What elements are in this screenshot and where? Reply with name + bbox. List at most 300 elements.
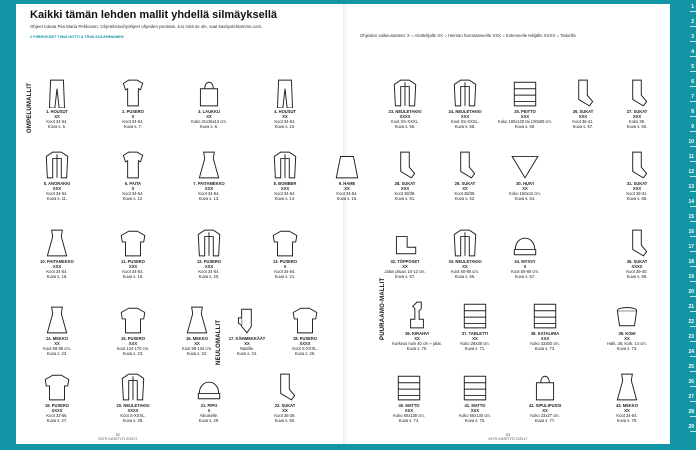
mitten-icon (232, 305, 262, 335)
pattern-page: Kuva s. 27. (46, 417, 68, 423)
page-index-number[interactable]: 28 (688, 409, 694, 415)
pattern-item (178, 150, 240, 202)
blanket-icon (394, 372, 424, 402)
pattern-page: Kuva s. 28. (122, 417, 144, 423)
pattern-page: Kuva s. 61. (394, 195, 416, 201)
pattern-size: Koko 190x120 tai 100x80 cm. (498, 118, 552, 124)
pattern-size: Halk. 36, kork. 14 cm. (607, 340, 647, 346)
illustration-credit: // PIIRROKSET TIINA HOTTI & TRIIA KOLEHMAINEN (30, 35, 124, 39)
pattern-item (514, 372, 576, 424)
magazine-issue-left: KOTI KÄSITYÖ 2/2017 (98, 437, 138, 441)
pattern-item (102, 372, 164, 424)
ruler-tick (690, 311, 696, 312)
pattern-item (596, 372, 658, 424)
pattern-title: 6. PAITA (124, 181, 142, 186)
pattern-difficulty: XXX (52, 263, 62, 269)
pattern-title: 30. HUIVI (516, 181, 534, 186)
pattern-item (102, 305, 164, 357)
pattern-item (254, 228, 316, 280)
pattern-difficulty: XXX (540, 335, 550, 341)
pattern-item (102, 228, 164, 280)
pattern-size: Koot XS-XXXL. (451, 118, 479, 124)
pattern-caption (102, 182, 164, 202)
pattern-title: 8. BOMBER (273, 181, 297, 186)
sock-icon (390, 150, 420, 180)
page-index-number[interactable]: 14 (688, 199, 694, 205)
magazine-issue-right: KOTI KÄSITYÖ 2/2017 (488, 437, 528, 441)
pattern-size: Koot 68-98 cm. (43, 345, 71, 351)
pattern-title: 2. PUSERO (122, 109, 144, 114)
pattern-caption (514, 404, 576, 424)
pattern-difficulty: XXXX (51, 407, 63, 413)
pattern-page: Kuva s. 18. (122, 273, 144, 279)
pattern-difficulty: XXX (280, 185, 290, 191)
pattern-caption (378, 404, 440, 424)
ruler-tick (690, 71, 696, 72)
pattern-item (26, 228, 88, 280)
pattern-title: 5. ANORAKKI (43, 181, 71, 186)
top-icon (118, 150, 148, 180)
pattern-caption (494, 182, 556, 202)
sweater-icon (118, 228, 148, 258)
pattern-title: 27. SUKAT (626, 109, 648, 114)
ruler-tick (690, 236, 696, 237)
pattern-page: Kuva s. 23. (122, 350, 144, 356)
ruler-tick (690, 131, 696, 132)
ruler-tick (690, 191, 696, 192)
pattern-page: Kuva s. 73. (534, 345, 556, 351)
pattern-title: 34. MYSSY (514, 259, 536, 264)
page-index-number[interactable]: 6 (691, 79, 694, 85)
pattern-difficulty: XXX (128, 263, 138, 269)
ruler-tick (690, 176, 696, 177)
page-index-number[interactable]: 9 (691, 124, 694, 130)
pattern-difficulty: XX (244, 340, 250, 346)
pattern-difficulty: XX (624, 335, 630, 341)
pattern-size: Aikuiselle. (199, 412, 219, 418)
pattern-page: Kuva s. 12. (122, 195, 144, 201)
pattern-title: 40. MATTO (398, 403, 420, 408)
page-index-number[interactable]: 26 (688, 379, 694, 385)
pattern-page: Kuva s. 66. (454, 273, 476, 279)
pattern-caption (216, 337, 278, 357)
pattern-size: Koot 34-54. (198, 190, 220, 196)
pattern-caption (514, 332, 576, 352)
pattern-title: 7. PAITAMEKKO (193, 181, 225, 186)
page-index-number[interactable]: 19 (688, 274, 694, 280)
pattern-item (26, 372, 88, 424)
pattern-item (444, 372, 506, 424)
pattern-item (444, 300, 506, 352)
page-index-number[interactable]: 4 (691, 49, 694, 55)
pattern-difficulty: XX (462, 263, 468, 269)
pattern-item (374, 78, 436, 130)
pattern-item (26, 150, 88, 202)
pattern-size: Koot 34-54. (122, 268, 144, 274)
pattern-item (514, 300, 576, 352)
pattern-item (374, 228, 436, 280)
pattern-size: Koko 150x42 cm. (509, 190, 541, 196)
pattern-title: 31. SUKAT (626, 181, 648, 186)
page-index-number[interactable]: 1 (691, 4, 694, 10)
pattern-item (378, 372, 440, 424)
page-index-number[interactable]: 10 (688, 139, 694, 145)
ruler-tick (690, 341, 696, 342)
pattern-page: Kuva s. 10. (274, 123, 296, 129)
pattern-difficulty: XX (54, 113, 60, 119)
pattern-title: 12. PUSERO (196, 259, 222, 264)
coat-icon (270, 150, 300, 180)
pattern-item (26, 78, 88, 130)
pattern-page: Kuva s. 20. (198, 273, 220, 279)
pattern-title: 26. SUKAT (572, 109, 594, 114)
pattern-title: 36. KIRAHVI (405, 331, 429, 336)
pattern-caption (254, 110, 316, 130)
page-index-number[interactable]: 7 (691, 94, 694, 100)
pattern-title: 20. NEULETAKKI (116, 403, 150, 408)
pattern-item (434, 78, 496, 130)
basket-icon (612, 300, 642, 330)
pattern-size: Koko 23x27 cm. (530, 412, 560, 418)
ruler-tick (690, 386, 696, 387)
pattern-title: 3. LAUKKU (198, 109, 220, 114)
pattern-caption (444, 404, 506, 424)
bootie-icon (390, 228, 420, 258)
ruler-tick (690, 86, 696, 87)
pattern-page: Kuva s. 11. (46, 195, 68, 201)
sweater-icon (290, 305, 320, 335)
ruler-tick (690, 116, 696, 117)
pattern-size: Koko 33x50 cm. (530, 340, 560, 346)
blanket-icon (460, 300, 490, 330)
pattern-caption (102, 404, 164, 424)
pattern-difficulty: XXX (400, 185, 410, 191)
sweater-icon (270, 228, 300, 258)
pattern-page: Kuva s. 68. (626, 273, 648, 279)
coat-icon (194, 228, 224, 258)
pattern-item (552, 78, 614, 130)
pattern-size: Koot 34-54. (616, 412, 638, 418)
ruler-tick (690, 161, 696, 162)
pattern-item (316, 150, 378, 202)
pattern-title: 25. PEITTO (514, 109, 536, 114)
page-index-number[interactable]: 24 (688, 349, 694, 355)
pattern-difficulty: XX (624, 407, 630, 413)
coat-icon (390, 78, 420, 108)
pattern-caption (374, 260, 436, 280)
page-index-number[interactable]: 18 (688, 259, 694, 265)
sock-icon (450, 150, 480, 180)
pattern-title: 41. MATTO (464, 403, 486, 408)
page-index-number[interactable]: 16 (688, 229, 694, 235)
page-number-right: 53 (505, 433, 511, 437)
pattern-page: Kuva s. 71. (464, 345, 486, 351)
ruler-tick (690, 371, 696, 372)
pattern-page: Kuva s. 70. (406, 345, 428, 351)
pattern-size: Koot 98-134 cm. (181, 345, 213, 351)
pattern-page: Kuva s. 7. (123, 123, 143, 129)
pattern-page: Kuva s. 67. (394, 273, 416, 279)
pattern-difficulty: XXX (632, 113, 642, 119)
pattern-difficulty: XXXX (631, 263, 643, 269)
pattern-caption (494, 260, 556, 280)
page-index-number[interactable]: 5 (691, 64, 694, 70)
pattern-size: Koko 39. (628, 118, 646, 124)
pattern-title: 22. SUKAT (274, 403, 296, 408)
pattern-title: 24. NEULETAKKI (448, 109, 482, 114)
pattern-size: Koot 28-31. (626, 190, 648, 196)
pattern-difficulty: XXX (128, 340, 138, 346)
pattern-page: Kuva s. 58. (454, 123, 476, 129)
pattern-difficulty: XXX (578, 113, 588, 119)
pattern-size: Naisille. (239, 345, 255, 351)
pattern-page: Kuva s. 22. (186, 350, 208, 356)
pattern-page: Kuva s. 73. (616, 345, 638, 351)
ruler-tick (690, 41, 696, 42)
section-label-knitting: NEULOMALLIT (216, 319, 222, 365)
pattern-difficulty: XXX (460, 113, 470, 119)
page-index-number[interactable]: 12 (688, 169, 694, 175)
footer-right (488, 433, 528, 441)
pattern-difficulty: XX (522, 185, 528, 191)
pattern-item (102, 78, 164, 130)
coat-icon (42, 150, 72, 180)
page-index-number[interactable]: 27 (688, 394, 694, 400)
pattern-size: Koot 38/39. (454, 190, 476, 196)
ruler-tick (690, 206, 696, 207)
pattern-item (274, 305, 336, 357)
pattern-page: Kuva s. 18. (46, 273, 68, 279)
pattern-caption (178, 404, 240, 424)
pattern-page: Kuva s. 60. (626, 123, 648, 129)
pattern-caption (606, 182, 668, 202)
blanket-icon (530, 300, 560, 330)
pattern-title: 21. PIPO (200, 403, 218, 408)
pattern-size: Koot 34-54. (46, 190, 68, 196)
pattern-size: Koot 34-54. (274, 190, 296, 196)
pattern-item (606, 150, 668, 202)
pattern-caption (596, 332, 658, 352)
sock-icon (622, 150, 652, 180)
giraffe-icon (402, 300, 432, 330)
page-gutter (343, 4, 346, 444)
pattern-item (102, 150, 164, 202)
pattern-item (254, 78, 316, 130)
sock-icon (622, 228, 652, 258)
pattern-size: Koot 34-54. (198, 268, 220, 274)
pattern-title: 13. PUSERO (272, 259, 298, 264)
pattern-caption (434, 182, 496, 202)
pattern-caption (26, 260, 88, 280)
pattern-item (434, 150, 496, 202)
ruler-tick (690, 266, 696, 267)
section-label-sewing: OMPELUMALLIT (27, 82, 33, 133)
pattern-caption (386, 332, 448, 352)
pattern-difficulty: XX (402, 263, 408, 269)
dress-icon (194, 150, 224, 180)
page-index-number[interactable]: 15 (688, 214, 694, 220)
pattern-difficulty: XX (282, 113, 288, 119)
pattern-page: Kuva s. 14. (274, 195, 296, 201)
pattern-title: 4. HOUSUT (274, 109, 296, 114)
bag-icon (194, 78, 224, 108)
pattern-size: Koko 80x138 cm. (393, 412, 425, 418)
ruler-tick (690, 416, 696, 417)
pattern-difficulty: XX (542, 407, 548, 413)
pattern-title: 33. NEULETAKKI (448, 259, 482, 264)
pattern-size: Koko 28x38 cm. (460, 340, 490, 346)
pattern-title: 35. SUKAT (626, 259, 648, 264)
pattern-item (178, 228, 240, 280)
sweater-icon (42, 372, 72, 402)
page-index-number[interactable]: 13 (688, 184, 694, 190)
difficulty-legend: Ohjeiden vaikeusasteet: X = Aloittelijalle XX = Hieman harrastaneelle XXX = Kokeneelle tekijälle XXXX = Taiturille (360, 33, 576, 38)
pattern-caption (374, 110, 436, 130)
pattern-item (494, 78, 556, 130)
page-index-number[interactable]: 11 (688, 154, 694, 160)
section-label-crochet: PUURAAMO-MALLIT (380, 277, 386, 340)
pattern-page: Kuva s. 56. (394, 123, 416, 129)
pattern-caption (606, 110, 668, 130)
pattern-size: Koot 34-54. (274, 118, 296, 124)
pattern-difficulty: X (283, 263, 287, 269)
pattern-size: Koot 34-54. (336, 190, 358, 196)
pattern-caption (254, 404, 316, 424)
sock-icon (270, 372, 300, 402)
dress-icon (42, 228, 72, 258)
blanket-icon (510, 78, 540, 108)
top-icon (118, 78, 148, 108)
page-index-number[interactable]: 3 (691, 34, 694, 40)
dress-icon (612, 372, 642, 402)
pattern-page: Kuva s. 79. (616, 417, 638, 423)
pattern-caption (178, 110, 240, 130)
pattern-size: Koot 36-41. (572, 118, 594, 124)
pattern-page: Kuva s. 64. (514, 195, 536, 201)
ruler-tick (690, 11, 696, 12)
pattern-caption (596, 404, 658, 424)
pattern-page: Kuva s. 74. (398, 417, 420, 423)
pattern-item (386, 300, 448, 352)
pattern-size: Koot 50-80 cm. (511, 268, 539, 274)
pattern-item (178, 372, 240, 424)
page-index-number[interactable]: 29 (688, 424, 694, 430)
ruler-tick (690, 281, 696, 282)
pattern-title: 23. NEULETAKKI (388, 109, 422, 114)
pattern-size: Koko 66x130 cm. (459, 412, 491, 418)
pattern-title: 11. PUSERO (121, 259, 145, 264)
pattern-difficulty: X (131, 113, 135, 119)
pattern-difficulty: XX (282, 407, 288, 413)
pattern-size: Korkeus noin 40 cm + jalat. (392, 340, 442, 346)
page-index-number[interactable]: 25 (688, 364, 694, 370)
pattern-size: Koot 34-54. (46, 118, 68, 124)
coat-icon (450, 78, 480, 108)
pants-icon (42, 78, 72, 108)
page-title: Kaikki tämän lehden mallit yhdellä silmäyksellä (30, 9, 278, 21)
page-index-number[interactable]: 23 (688, 334, 694, 340)
blanket-icon (460, 372, 490, 402)
pattern-size: Koko 31x36x12 cm. (191, 118, 227, 124)
pattern-caption (178, 182, 240, 202)
pattern-caption (444, 332, 506, 352)
pattern-title: 28. SUKAT (394, 181, 416, 186)
page-index-number[interactable]: 20 (688, 289, 694, 295)
pattern-caption (254, 260, 316, 280)
ruler-tick (690, 296, 696, 297)
page-index-number[interactable]: 2 (691, 19, 694, 25)
pattern-item (606, 228, 668, 280)
pattern-page: Kuva s. 13. (198, 195, 220, 201)
bag-icon (530, 372, 560, 402)
page-index-number[interactable]: 8 (691, 109, 694, 115)
pattern-item (494, 150, 556, 202)
pattern-difficulty: XXXX (399, 113, 411, 119)
pattern-page: Kuva s. 57. (572, 123, 594, 129)
pattern-difficulty: X (131, 185, 135, 191)
pattern-title: 14. MEKKO (45, 336, 69, 341)
pattern-page: Kuva s. 67. (514, 273, 536, 279)
pattern-caption (606, 260, 668, 280)
page-index-number[interactable]: 21 (688, 304, 694, 310)
pattern-caption (178, 260, 240, 280)
pattern-item (596, 300, 658, 352)
dress-icon (182, 305, 212, 335)
pattern-title: 38. KATALIRIA (530, 331, 560, 336)
ruler-tick (690, 401, 696, 402)
pattern-page: Kuva s. 65. (626, 195, 648, 201)
ruler-tick (690, 146, 696, 147)
pattern-size: Koot 134-170 cm. (116, 345, 150, 351)
pattern-item (494, 228, 556, 280)
pattern-page: Kuva s. 23. (46, 350, 68, 356)
hat-icon (194, 372, 224, 402)
pattern-caption (102, 260, 164, 280)
pattern-item (254, 372, 316, 424)
pattern-page: Kuva s. 21. (274, 273, 296, 279)
sock-icon (568, 78, 598, 108)
pattern-caption (26, 182, 88, 202)
pattern-item (606, 78, 668, 130)
hat-icon (510, 228, 540, 258)
pattern-caption (374, 182, 436, 202)
pattern-caption (26, 337, 88, 357)
page-index-number[interactable]: 22 (688, 319, 694, 325)
pattern-size: Koot 39-40. (626, 268, 648, 274)
page-index-number[interactable]: 17 (688, 244, 694, 250)
pants-icon (270, 78, 300, 108)
page-number-left: 52 (115, 433, 121, 437)
pattern-item (26, 305, 88, 357)
ruler-tick (690, 326, 696, 327)
pattern-size: Koot 34-54. (46, 268, 68, 274)
pattern-item (434, 228, 496, 280)
pattern-difficulty: XX (194, 340, 200, 346)
ruler-tick (690, 356, 696, 357)
pattern-title: 18. PUSERO (292, 336, 318, 341)
pattern-title: 39. KOHI (618, 331, 636, 336)
pattern-difficulty: XX (472, 335, 478, 341)
pattern-difficulty: X (523, 263, 527, 269)
ruler-tick (690, 221, 696, 222)
ruler-tick (690, 26, 696, 27)
pattern-title: 1. HOUSUT (46, 109, 68, 114)
pattern-page: Kuva s. 62. (454, 195, 476, 201)
pattern-size: Koot S-XXXL. (120, 412, 146, 418)
pattern-size: Jalan pituus 10-12 cm. (384, 268, 426, 274)
pattern-difficulty: XX (462, 185, 468, 191)
pattern-caption (26, 110, 88, 130)
